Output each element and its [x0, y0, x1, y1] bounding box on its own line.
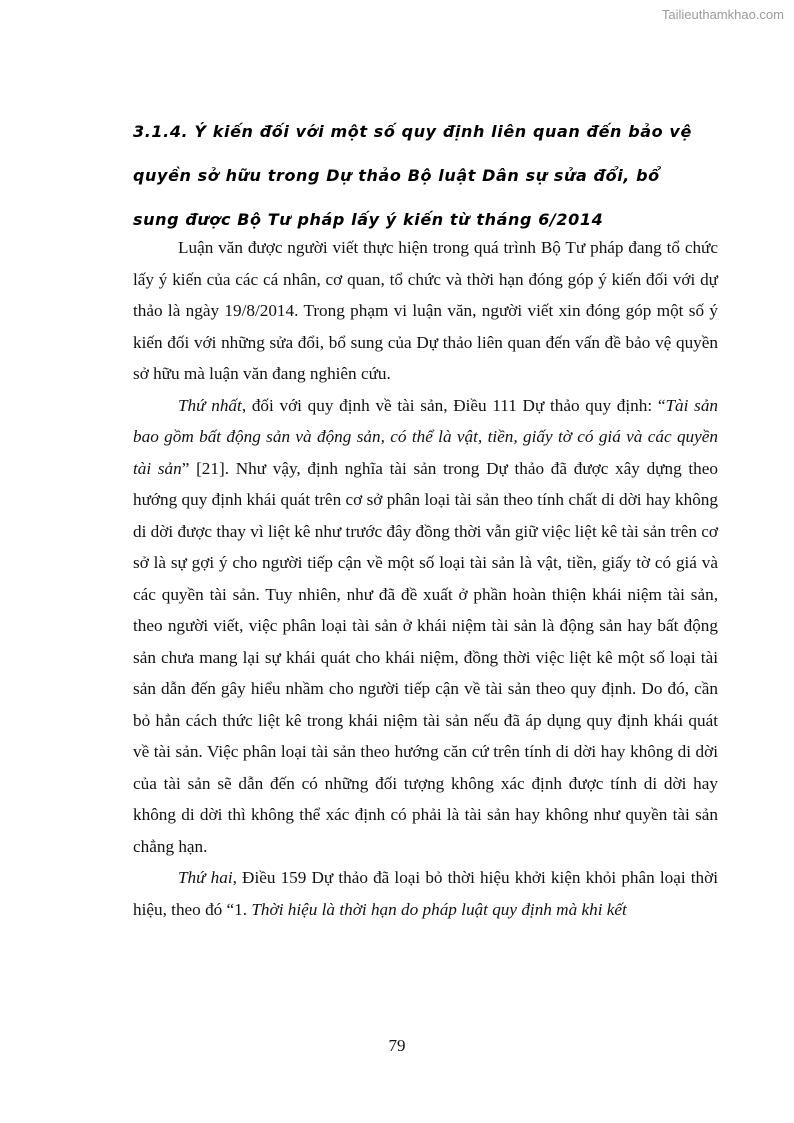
section-heading — [133, 110, 733, 242]
page-number: 79 — [388, 1036, 406, 1055]
paragraph-3-lead: Thứ hai — [178, 868, 233, 887]
paragraph-2 — [133, 390, 718, 863]
heading-line-2: quyền sở hữu trong Dự thảo Bộ luật Dân sự sửa đổi, bổ — [133, 166, 660, 185]
body-text — [133, 232, 718, 925]
paragraph-3-quote: Thời hiệu là thời hạn do pháp luật quy định mà khi kết — [251, 899, 627, 919]
paragraph-3 — [133, 862, 718, 925]
paragraph-2-lead: Thứ nhất — [178, 395, 242, 415]
paragraph-2-quote: Tài sản bao gồm bất động sản và động sản, có thể là vật, tiền, giấy tờ có giá và các quyền tài sản — [133, 395, 719, 478]
watermark: Tailieuthamkhao.com — [661, 7, 784, 22]
heading-line-3: sung được Bộ Tư pháp lấy ý kiến từ tháng 6/2014 — [133, 210, 604, 229]
heading-line-1: 3.1.4. Ý kiến đối với một số quy định liên quan đến bảo vệ — [133, 122, 692, 141]
paragraph-2-text-b: ” [21]. Như vậy, định nghĩa tài sản trong Dự thảo đã được xây dựng theo hướng quy định khái quát trên cơ sở phân loại tài sản theo tính chất di dời hay không di dời được thay vì liệt kê như trước đây đồng thời vẫn giữ việc liệt kê tài sản trên cơ sở là sự gợi ý cho người tiếp cận về một số loại tài sản là vật, tiền, giấy tờ có giá và các quyền tài sản. Tuy nhiên, như đã đề xuất ở phần hoàn thiện khái niệm tài sản, theo người viết, việc phân loại tài sản ở khái niệm tài sản là động sản hay bất động sản chưa mang lại sự khái quát cho khái niệm, đồng thời việc liệt kê một số loại tài sản dẫn đến gây hiểu nhầm cho người tiếp cận về tài sản theo quy định. Do đó, cần bỏ hẳn cách thức liệt kê trong khái niệm tài sản nếu đã áp dụng quy định khái quát về tài sản. Việc phân loại tài sản theo hướng căn cứ trên tính di dời hay không di dời của tài sản sẽ dẫn đến có những đối tượng không xác định được tính di dời hay không di dời thì không thể xác định có phải là tài sản hay không như quyền tài sản chẳng hạn. — [133, 458, 718, 856]
paragraph-2-text-a: , đối với quy định về tài sản, Điều 111 Dự thảo quy định: “ — [241, 395, 666, 415]
paragraph-1: Luận văn được người viết thực hiện trong quá trình Bộ Tư pháp đang tổ chức lấy ý kiến của các cá nhân, cơ quan, tổ chức và thời hạn đóng góp ý kiến đối với dự thảo là ngày 19/8/2014. Trong phạm vi luận văn, người viết xin đóng góp một số ý kiến đối với những sửa đổi, bổ sung của Dự thảo liên quan đến vấn đề bảo vệ quyền sở hữu mà luận văn đang nghiên cứu. — [133, 238, 718, 383]
paragraph-3-text-a: , Điều 159 Dự thảo đã loại bỏ thời hiệu khởi kiện khỏi phân loại thời hiệu, theo đó “1. — [133, 868, 718, 919]
